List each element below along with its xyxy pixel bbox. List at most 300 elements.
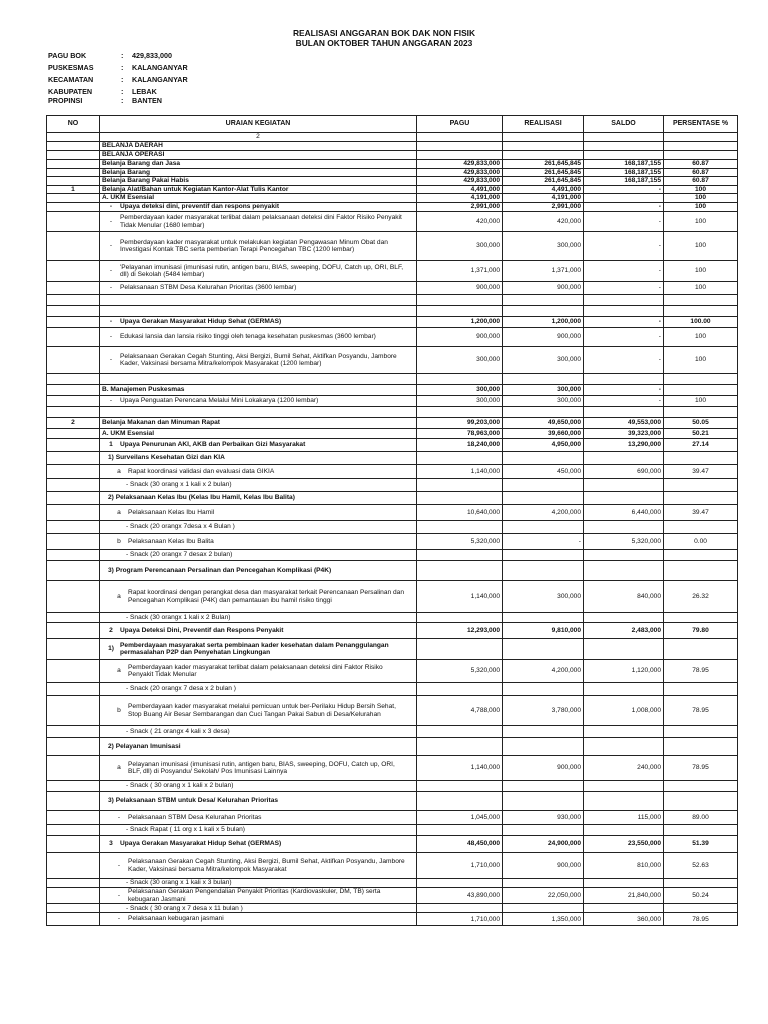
cell-persentase xyxy=(664,726,738,738)
cell-saldo: 13,290,000 xyxy=(584,439,664,452)
cell-uraian: B. Manajemen Puskesmas xyxy=(100,385,417,396)
item-marker: a xyxy=(117,592,121,600)
cell-pagu xyxy=(417,879,503,888)
cell-realisasi: 420,000 xyxy=(503,212,584,232)
table-row xyxy=(47,853,738,879)
cell-saldo xyxy=(584,879,664,888)
cell-realisasi: 22,050,000 xyxy=(503,888,584,904)
cell-pagu xyxy=(417,726,503,738)
cell-no xyxy=(47,429,100,439)
cell-pagu: 300,000 xyxy=(417,385,503,396)
table-body xyxy=(47,133,738,926)
cell-uraian xyxy=(100,639,417,660)
cell-persentase: 100 xyxy=(664,347,738,374)
item-text: Pemberdayaan kader masyarakat melalui pemicuan untuk ber-Perilaku Hidup Bersih Sehat, Stop Buang Air Besar Sembarangan dan Cuci Tangan Pakai Sabun di Desa/Kelurahan xyxy=(128,703,396,718)
cell-saldo: - xyxy=(584,282,664,295)
item-marker: - xyxy=(117,813,121,821)
cell-realisasi xyxy=(503,879,584,888)
cell-no xyxy=(47,160,100,169)
cell-saldo: - xyxy=(584,385,664,396)
cell-no xyxy=(47,696,100,726)
table-row xyxy=(47,212,738,232)
cell-pagu: 12,293,000 xyxy=(417,623,503,639)
cell-no xyxy=(47,261,100,282)
cell-no xyxy=(47,396,100,407)
column-header-realisasi: REALISASI xyxy=(503,116,584,133)
cell-realisasi: 4,200,000 xyxy=(503,505,584,521)
cell-pagu xyxy=(417,374,503,385)
cell-saldo: 840,000 xyxy=(584,581,664,613)
item-marker: - xyxy=(109,397,113,405)
cell-realisasi xyxy=(503,639,584,660)
table-row xyxy=(47,295,738,306)
cell-pagu: 48,450,000 xyxy=(417,836,503,853)
cell-realisasi xyxy=(503,825,584,836)
cell-saldo: 1,008,000 xyxy=(584,696,664,726)
cell-pagu: 420,000 xyxy=(417,212,503,232)
cell-realisasi: 49,650,000 xyxy=(503,418,584,429)
cell-uraian: Belanja Alat/Bahan untuk Kegiatan Kantor-Alat Tulis Kantor xyxy=(100,185,417,194)
cell-saldo xyxy=(584,639,664,660)
table-row xyxy=(47,492,738,505)
cell-persentase xyxy=(664,374,738,385)
table-row xyxy=(47,561,738,581)
cell-no xyxy=(47,660,100,683)
info-value: LEBAK xyxy=(132,87,157,96)
cell-saldo: 21,840,000 xyxy=(584,888,664,904)
cell-uraian xyxy=(100,581,417,613)
table-row xyxy=(47,696,738,726)
cell-realisasi xyxy=(503,726,584,738)
cell-pagu: 78,963,000 xyxy=(417,429,503,439)
cell-pagu xyxy=(417,452,503,465)
item-marker: - xyxy=(109,318,113,326)
cell-uraian xyxy=(100,439,417,452)
table-row xyxy=(47,756,738,781)
cell-no xyxy=(47,581,100,613)
cell-pagu: 1,140,000 xyxy=(417,756,503,781)
cell-realisasi: 39,660,000 xyxy=(503,429,584,439)
cell-no xyxy=(47,853,100,879)
cell-pagu xyxy=(417,683,503,696)
table-row xyxy=(47,194,738,203)
item-text: Pelaksanaan Kelas Ibu Balita xyxy=(128,537,214,545)
cell-realisasi xyxy=(503,142,584,151)
cell-pagu: 900,000 xyxy=(417,282,503,295)
cell-pagu xyxy=(417,904,503,913)
item-text: Upaya Gerakan Masyarakat Hidup Sehat (GERMAS) xyxy=(120,318,282,326)
cell-realisasi: 3,780,000 xyxy=(503,696,584,726)
table-row xyxy=(47,879,738,888)
cell-uraian xyxy=(100,888,417,904)
cell-persentase: 100 xyxy=(664,232,738,261)
item-text: 'Pelayanan imunisasi (imunisasi rutin, antigen baru, BIAS, sweeping, DOFU, Catch up, ORI, BLF, dll) di Sekolah (5484 lembar) xyxy=(120,263,404,279)
cell-persentase: 27.14 xyxy=(664,439,738,452)
cell-pagu: 4,491,000 xyxy=(417,185,503,194)
cell-realisasi: - xyxy=(503,534,584,550)
cell-uraian: Belanja Barang dan Jasa xyxy=(100,160,417,169)
cell-pagu: 1,200,000 xyxy=(417,317,503,328)
cell-realisasi xyxy=(503,452,584,465)
cell-no xyxy=(47,492,100,505)
cell-pagu: 429,833,000 xyxy=(417,168,503,177)
cell-pagu: 43,890,000 xyxy=(417,888,503,904)
cell-uraian xyxy=(100,465,417,479)
cell-persentase: 50.05 xyxy=(664,418,738,429)
cell-realisasi xyxy=(503,792,584,811)
item-marker: a xyxy=(117,467,121,475)
cell-persentase xyxy=(664,879,738,888)
item-text: Upaya Penguatan Perencana Melalui Mini Lokakarya (1200 lembar) xyxy=(120,397,319,405)
cell-uraian xyxy=(100,407,417,418)
item-text: Pelaksanaan STBM Desa Kelurahan Prioritas (3600 lembar) xyxy=(120,284,297,292)
table-header-row xyxy=(47,116,738,133)
cell-no xyxy=(47,142,100,151)
cell-realisasi: 1,200,000 xyxy=(503,317,584,328)
cell-no xyxy=(47,465,100,479)
cell-persentase xyxy=(664,452,738,465)
cell-pagu xyxy=(417,639,503,660)
cell-persentase xyxy=(664,683,738,696)
cell-saldo: - xyxy=(584,202,664,211)
table-row xyxy=(47,418,738,429)
item-text: Pemberdayaan kader masyarakat terlibat dalam pelaksanaan deteksi dini Faktor Risiko Penyakit Tidak Menular xyxy=(128,663,383,679)
cell-no xyxy=(47,792,100,811)
table-row xyxy=(47,452,738,465)
cell-uraian: 3) Pelaksanaan STBM untuk Desa/ Kelurahan Prioritas xyxy=(100,792,417,811)
table-row xyxy=(47,282,738,295)
report-subtitle: BULAN OKTOBER TAHUN ANGGARAN 2023 xyxy=(295,38,473,48)
item-marker: - xyxy=(109,242,113,250)
cell-no xyxy=(47,168,100,177)
info-label: KABUPATEN xyxy=(48,87,93,96)
item-marker: a xyxy=(117,508,121,516)
cell-persentase: 100 xyxy=(664,328,738,347)
cell-realisasi: 4,491,000 xyxy=(503,185,584,194)
cell-uraian xyxy=(100,696,417,726)
table-row xyxy=(47,385,738,396)
cell-pagu: 300,000 xyxy=(417,232,503,261)
cell-uraian: - Snack ( 30 orang x 1 kali x 2 bulan) xyxy=(100,781,417,792)
cell-no xyxy=(47,151,100,160)
cell-realisasi xyxy=(503,550,584,561)
table-row xyxy=(47,439,738,452)
cell-uraian xyxy=(100,660,417,683)
cell-realisasi xyxy=(503,306,584,317)
cell-uraian xyxy=(100,295,417,306)
table-row xyxy=(47,534,738,550)
item-text: Pelayanan imunisasi (imunisasi rutin, antigen baru, BIAS, sweeping, DOFU, Catch up, ORI, BLF, dll) di Posyandu/ Sekolah/ Pos Imunisasi Lainnya xyxy=(128,760,395,776)
item-marker: 3 xyxy=(109,840,113,848)
cell-saldo: 168,187,155 xyxy=(584,168,664,177)
cell-pagu: 5,320,000 xyxy=(417,660,503,683)
cell-no xyxy=(47,836,100,853)
column-header-persentase: PERSENTASE % xyxy=(664,116,738,133)
item-text: Pemberdayaan kader masyarakat terlibat dalam pelaksanaan deteksi dini Faktor Risiko Penyakit Tidak Menular (1680 lembar) xyxy=(120,214,402,229)
info-value: KALANGANYAR xyxy=(132,75,188,84)
item-text: Upaya Penurunan AKI, AKB dan Perbaikan Gizi Masyarakat xyxy=(120,441,306,449)
cell-persentase xyxy=(664,385,738,396)
cell-persentase xyxy=(664,295,738,306)
cell-no xyxy=(47,623,100,639)
cell-realisasi xyxy=(503,521,584,534)
cell-persentase: 100.00 xyxy=(664,317,738,328)
cell-persentase: 0.00 xyxy=(664,534,738,550)
table-row xyxy=(47,142,738,151)
cell-saldo: 168,187,155 xyxy=(584,160,664,169)
cell-saldo: - xyxy=(584,347,664,374)
column-header-uraian: URAIAN KEGIATAN xyxy=(100,116,417,133)
cell-uraian: - Snack (20 orangx 7 desax 2 bulan) xyxy=(100,550,417,561)
item-marker: - xyxy=(109,284,113,292)
cell-no xyxy=(47,328,100,347)
cell-uraian xyxy=(100,347,417,374)
cell-pagu: 2,991,000 xyxy=(417,202,503,211)
cell-realisasi: 930,000 xyxy=(503,811,584,825)
item-text: Rapat koordinasi dengan perangkat desa dan masyarakat terkait Perencanaan Persalinan dan Pencegahan Komplikasi (P4K) dan pemantauan ibu hamil risiko tinggi xyxy=(128,589,405,604)
cell-realisasi xyxy=(503,492,584,505)
cell-no xyxy=(47,232,100,261)
cell-pagu: 1,140,000 xyxy=(417,581,503,613)
column-header-saldo: SALDO xyxy=(584,116,664,133)
cell-persentase: 100 xyxy=(664,202,738,211)
info-label: PROPINSI xyxy=(48,96,83,105)
cell-no xyxy=(47,613,100,623)
item-text: Edukasi lansia dan lansia risiko tinggi oleh tenaga kesehatan puskesmas (3600 lembar) xyxy=(120,333,376,341)
cell-uraian: 2) Pelaksanaan Kelas Ibu (Kelas Ibu Hamil, Kelas Ibu Balita) xyxy=(100,492,417,505)
cell-realisasi: 300,000 xyxy=(503,385,584,396)
cell-saldo xyxy=(584,142,664,151)
cell-no xyxy=(47,407,100,418)
cell-uraian: - Snack ( 30 orang x 7 desa x 11 bulan ) xyxy=(100,904,417,913)
cell-pagu xyxy=(417,613,503,623)
cell-pagu xyxy=(417,151,503,160)
cell-realisasi xyxy=(503,683,584,696)
cell-persentase xyxy=(664,521,738,534)
cell-pagu: 1,710,000 xyxy=(417,913,503,926)
cell-realisasi xyxy=(503,374,584,385)
cell-saldo xyxy=(584,479,664,492)
table-row xyxy=(47,811,738,825)
cell-pagu: 429,833,000 xyxy=(417,177,503,186)
cell-no xyxy=(47,282,100,295)
cell-realisasi: 9,810,000 xyxy=(503,623,584,639)
cell-pagu xyxy=(417,738,503,756)
cell-persentase xyxy=(664,479,738,492)
cell-pagu: 300,000 xyxy=(417,396,503,407)
cell-pagu: 1,140,000 xyxy=(417,465,503,479)
item-text: Pemberdayaan kader masyarakat untuk melakukan kegiatan Pengawasan Minum Obat dan Investigasi Kontak TBC serta pemberian Terapi Pencegahan TBC (1200 lembar) xyxy=(120,238,388,254)
cell-realisasi: 300,000 xyxy=(503,347,584,374)
cell-realisasi: 261,645,845 xyxy=(503,168,584,177)
info-colon: : xyxy=(121,63,124,72)
cell-saldo: 5,320,000 xyxy=(584,534,664,550)
cell-uraian: 3) Program Perencanaan Persalinan dan Pencegahan Komplikasi (P4K) xyxy=(100,561,417,581)
cell-saldo xyxy=(584,726,664,738)
cell-realisasi: 4,200,000 xyxy=(503,660,584,683)
cell-no xyxy=(47,904,100,913)
table-row xyxy=(47,407,738,418)
cell-pagu xyxy=(417,133,503,142)
cell-no: 1 xyxy=(47,185,100,194)
cell-persentase: 100 xyxy=(664,212,738,232)
cell-persentase xyxy=(664,792,738,811)
cell-realisasi: 900,000 xyxy=(503,853,584,879)
cell-no xyxy=(47,133,100,142)
item-marker: a xyxy=(117,764,121,772)
cell-saldo xyxy=(584,550,664,561)
cell-persentase: 100 xyxy=(664,282,738,295)
cell-pagu xyxy=(417,825,503,836)
table-row xyxy=(47,581,738,613)
column-header-pagu: PAGU xyxy=(417,116,503,133)
cell-persentase xyxy=(664,613,738,623)
cell-saldo xyxy=(584,151,664,160)
item-marker: - xyxy=(117,915,121,923)
cell-uraian xyxy=(100,756,417,781)
table-row xyxy=(47,347,738,374)
item-text: Pelaksanaan Gerakan Cegah Stunting, Aksi Bergizi, Bumil Sehat, Aktifkan Posyandu, Jambore Kader, Vaksinasi bersama Mitra/kelompok Masyarakat xyxy=(128,858,405,873)
info-label: KECAMATAN xyxy=(48,75,94,84)
report-title: REALISASI ANGGARAN BOK DAK NON FISIK xyxy=(292,28,476,38)
table-row xyxy=(47,888,738,904)
table-row xyxy=(47,317,738,328)
cell-pagu xyxy=(417,142,503,151)
cell-realisasi xyxy=(503,407,584,418)
cell-uraian: - Snack Rapat ( 11 org x 1 kali x 5 bulan) xyxy=(100,825,417,836)
cell-pagu xyxy=(417,295,503,306)
cell-persentase: 79.80 xyxy=(664,623,738,639)
cell-uraian: - Snack ( 21 orangx 4 kali x 3 desa) xyxy=(100,726,417,738)
table-row xyxy=(47,328,738,347)
item-marker: - xyxy=(117,891,121,899)
item-marker: b xyxy=(117,537,121,545)
cell-no xyxy=(47,781,100,792)
cell-persentase xyxy=(664,825,738,836)
item-text: Pelaksanaan Gerakan Cegah Stunting, Aksi Bergizi, Bumil Sehat, Aktifkan Posyandu, Jambore Kader, Vaksinasi bersama Mitra/kelompok Masyarakat (1200 lembar) xyxy=(120,352,397,368)
table-row xyxy=(47,836,738,853)
table-row xyxy=(47,168,738,177)
cell-persentase: 100 xyxy=(664,261,738,282)
item-marker: - xyxy=(109,267,113,275)
table-row xyxy=(47,738,738,756)
cell-persentase: 78.95 xyxy=(664,696,738,726)
info-value: BANTEN xyxy=(132,96,162,105)
cell-realisasi xyxy=(503,904,584,913)
cell-saldo xyxy=(584,133,664,142)
cell-pagu: 1,371,000 xyxy=(417,261,503,282)
cell-persentase: 26.32 xyxy=(664,581,738,613)
cell-saldo xyxy=(584,407,664,418)
cell-uraian xyxy=(100,853,417,879)
item-marker: - xyxy=(109,356,113,364)
cell-pagu: 18,240,000 xyxy=(417,439,503,452)
item-text: Pelaksanaan STBM Desa Kelurahan Prioritas xyxy=(128,813,262,821)
cell-no xyxy=(47,505,100,521)
cell-uraian: - Snack (30 orangx 1 kali x 2 Bulan) xyxy=(100,613,417,623)
cell-pagu: 4,788,000 xyxy=(417,696,503,726)
table-row xyxy=(47,613,738,623)
cell-uraian: 2) Pelayanan Imunisasi xyxy=(100,738,417,756)
cell-pagu: 4,191,000 xyxy=(417,194,503,203)
table-row xyxy=(47,306,738,317)
cell-saldo: - xyxy=(584,396,664,407)
cell-saldo xyxy=(584,295,664,306)
cell-persentase xyxy=(664,561,738,581)
table-row xyxy=(47,726,738,738)
cell-saldo: 240,000 xyxy=(584,756,664,781)
cell-no xyxy=(47,879,100,888)
cell-realisasi xyxy=(503,561,584,581)
cell-no xyxy=(47,726,100,738)
table-row xyxy=(47,479,738,492)
cell-persentase: 50.24 xyxy=(664,888,738,904)
cell-saldo xyxy=(584,452,664,465)
cell-no xyxy=(47,212,100,232)
cell-no xyxy=(47,913,100,926)
cell-uraian xyxy=(100,811,417,825)
cell-no xyxy=(47,521,100,534)
table-row xyxy=(47,160,738,169)
cell-persentase: 39.47 xyxy=(664,505,738,521)
cell-persentase: 50.21 xyxy=(664,429,738,439)
cell-pagu xyxy=(417,561,503,581)
table-row xyxy=(47,660,738,683)
cell-realisasi: 2,991,000 xyxy=(503,202,584,211)
cell-no xyxy=(47,385,100,396)
cell-realisasi: 900,000 xyxy=(503,328,584,347)
cell-saldo xyxy=(584,792,664,811)
cell-realisasi xyxy=(503,479,584,492)
cell-saldo: 23,550,000 xyxy=(584,836,664,853)
cell-realisasi: 4,950,000 xyxy=(503,439,584,452)
item-marker: - xyxy=(117,861,121,869)
table-row xyxy=(47,429,738,439)
budget-table xyxy=(46,115,738,926)
info-colon: : xyxy=(121,51,124,60)
item-marker: - xyxy=(109,333,113,341)
item-text: Upaya deteksi dini, preventif dan respons penyakit xyxy=(120,202,280,210)
cell-uraian: BELANJA OPERASI xyxy=(100,151,417,160)
table-row xyxy=(47,202,738,211)
cell-realisasi: 261,645,845 xyxy=(503,160,584,169)
table-row xyxy=(47,825,738,836)
cell-saldo xyxy=(584,306,664,317)
cell-persentase xyxy=(664,306,738,317)
cell-saldo xyxy=(584,492,664,505)
cell-no xyxy=(47,452,100,465)
cell-uraian xyxy=(100,623,417,639)
table-row xyxy=(47,505,738,521)
item-marker: - xyxy=(109,217,113,225)
cell-no xyxy=(47,888,100,904)
cell-pagu xyxy=(417,407,503,418)
cell-no xyxy=(47,317,100,328)
cell-no xyxy=(47,825,100,836)
cell-no xyxy=(47,374,100,385)
cell-no xyxy=(47,550,100,561)
cell-saldo: 6,440,000 xyxy=(584,505,664,521)
cell-uraian xyxy=(100,282,417,295)
cell-uraian xyxy=(100,913,417,926)
cell-persentase: 89.00 xyxy=(664,811,738,825)
info-colon: : xyxy=(121,75,124,84)
table-row xyxy=(47,396,738,407)
cell-uraian xyxy=(100,212,417,232)
cell-persentase: 78.95 xyxy=(664,913,738,926)
cell-saldo xyxy=(584,374,664,385)
item-marker: 1 xyxy=(109,441,113,449)
